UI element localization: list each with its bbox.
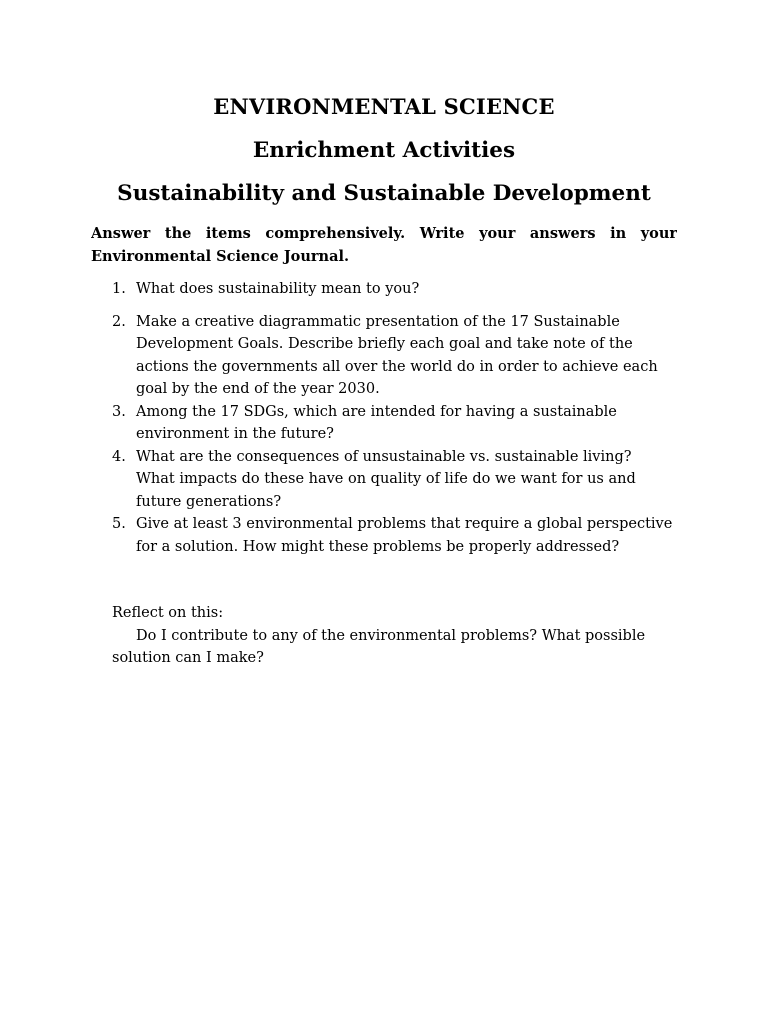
question-number: 1. — [112, 281, 126, 297]
question-list — [112, 278, 692, 558]
question-item-5 — [112, 513, 692, 558]
subject-title: ENVIRONMENTAL SCIENCE — [213, 94, 555, 119]
question-number: 3. — [112, 403, 126, 420]
question-text: What does sustainability mean to you? — [136, 281, 420, 297]
reflection-prompt-line-2: solution can I make? — [112, 650, 264, 666]
activity-title: Enrichment Activities — [252, 138, 516, 163]
question-text: environment in the future? — [136, 426, 334, 442]
question-text: for a solution. How might these problems be properly addressed? — [136, 538, 620, 555]
question-number: 2. — [112, 313, 126, 330]
question-text: Make a creative diagrammatic presentation of the 17 Sustainable — [136, 313, 620, 330]
instructions — [91, 222, 677, 268]
question-text: What impacts do these have on quality of life do we want for us and — [136, 471, 636, 487]
question-text: What are the consequences of unsustainable vs. sustainable living? — [136, 448, 632, 465]
question-item-2 — [112, 311, 692, 401]
question-text: Development Goals. Describe briefly each goal and take note of the — [136, 336, 633, 352]
topic-title: Sustainability and Sustainable Development — [117, 181, 651, 206]
question-item-1 — [112, 278, 692, 301]
reflection-prompt-line-1: Do I contribute to any of the environmental problems? What possible — [136, 627, 646, 644]
question-number: 5. — [112, 516, 126, 532]
question-text: actions the governments all over the world do in order to achieve each — [136, 358, 658, 375]
instructions-line-2: Environmental Science Journal. — [91, 248, 350, 265]
reflection-section — [112, 602, 692, 670]
question-number: 4. — [112, 448, 126, 465]
reflection-label: Reflect on this: — [112, 605, 224, 621]
question-text: goal by the end of the year 2030. — [136, 381, 380, 397]
question-item-3 — [112, 401, 692, 446]
instructions-line-1: Answer the items comprehensively. Write your answers in your — [91, 225, 677, 242]
question-text: Give at least 3 environmental problems that require a global perspective — [136, 516, 673, 532]
question-text: future generations? — [136, 493, 282, 510]
question-item-4 — [112, 446, 692, 514]
question-text: Among the 17 SDGs, which are intended for having a sustainable — [136, 403, 617, 420]
